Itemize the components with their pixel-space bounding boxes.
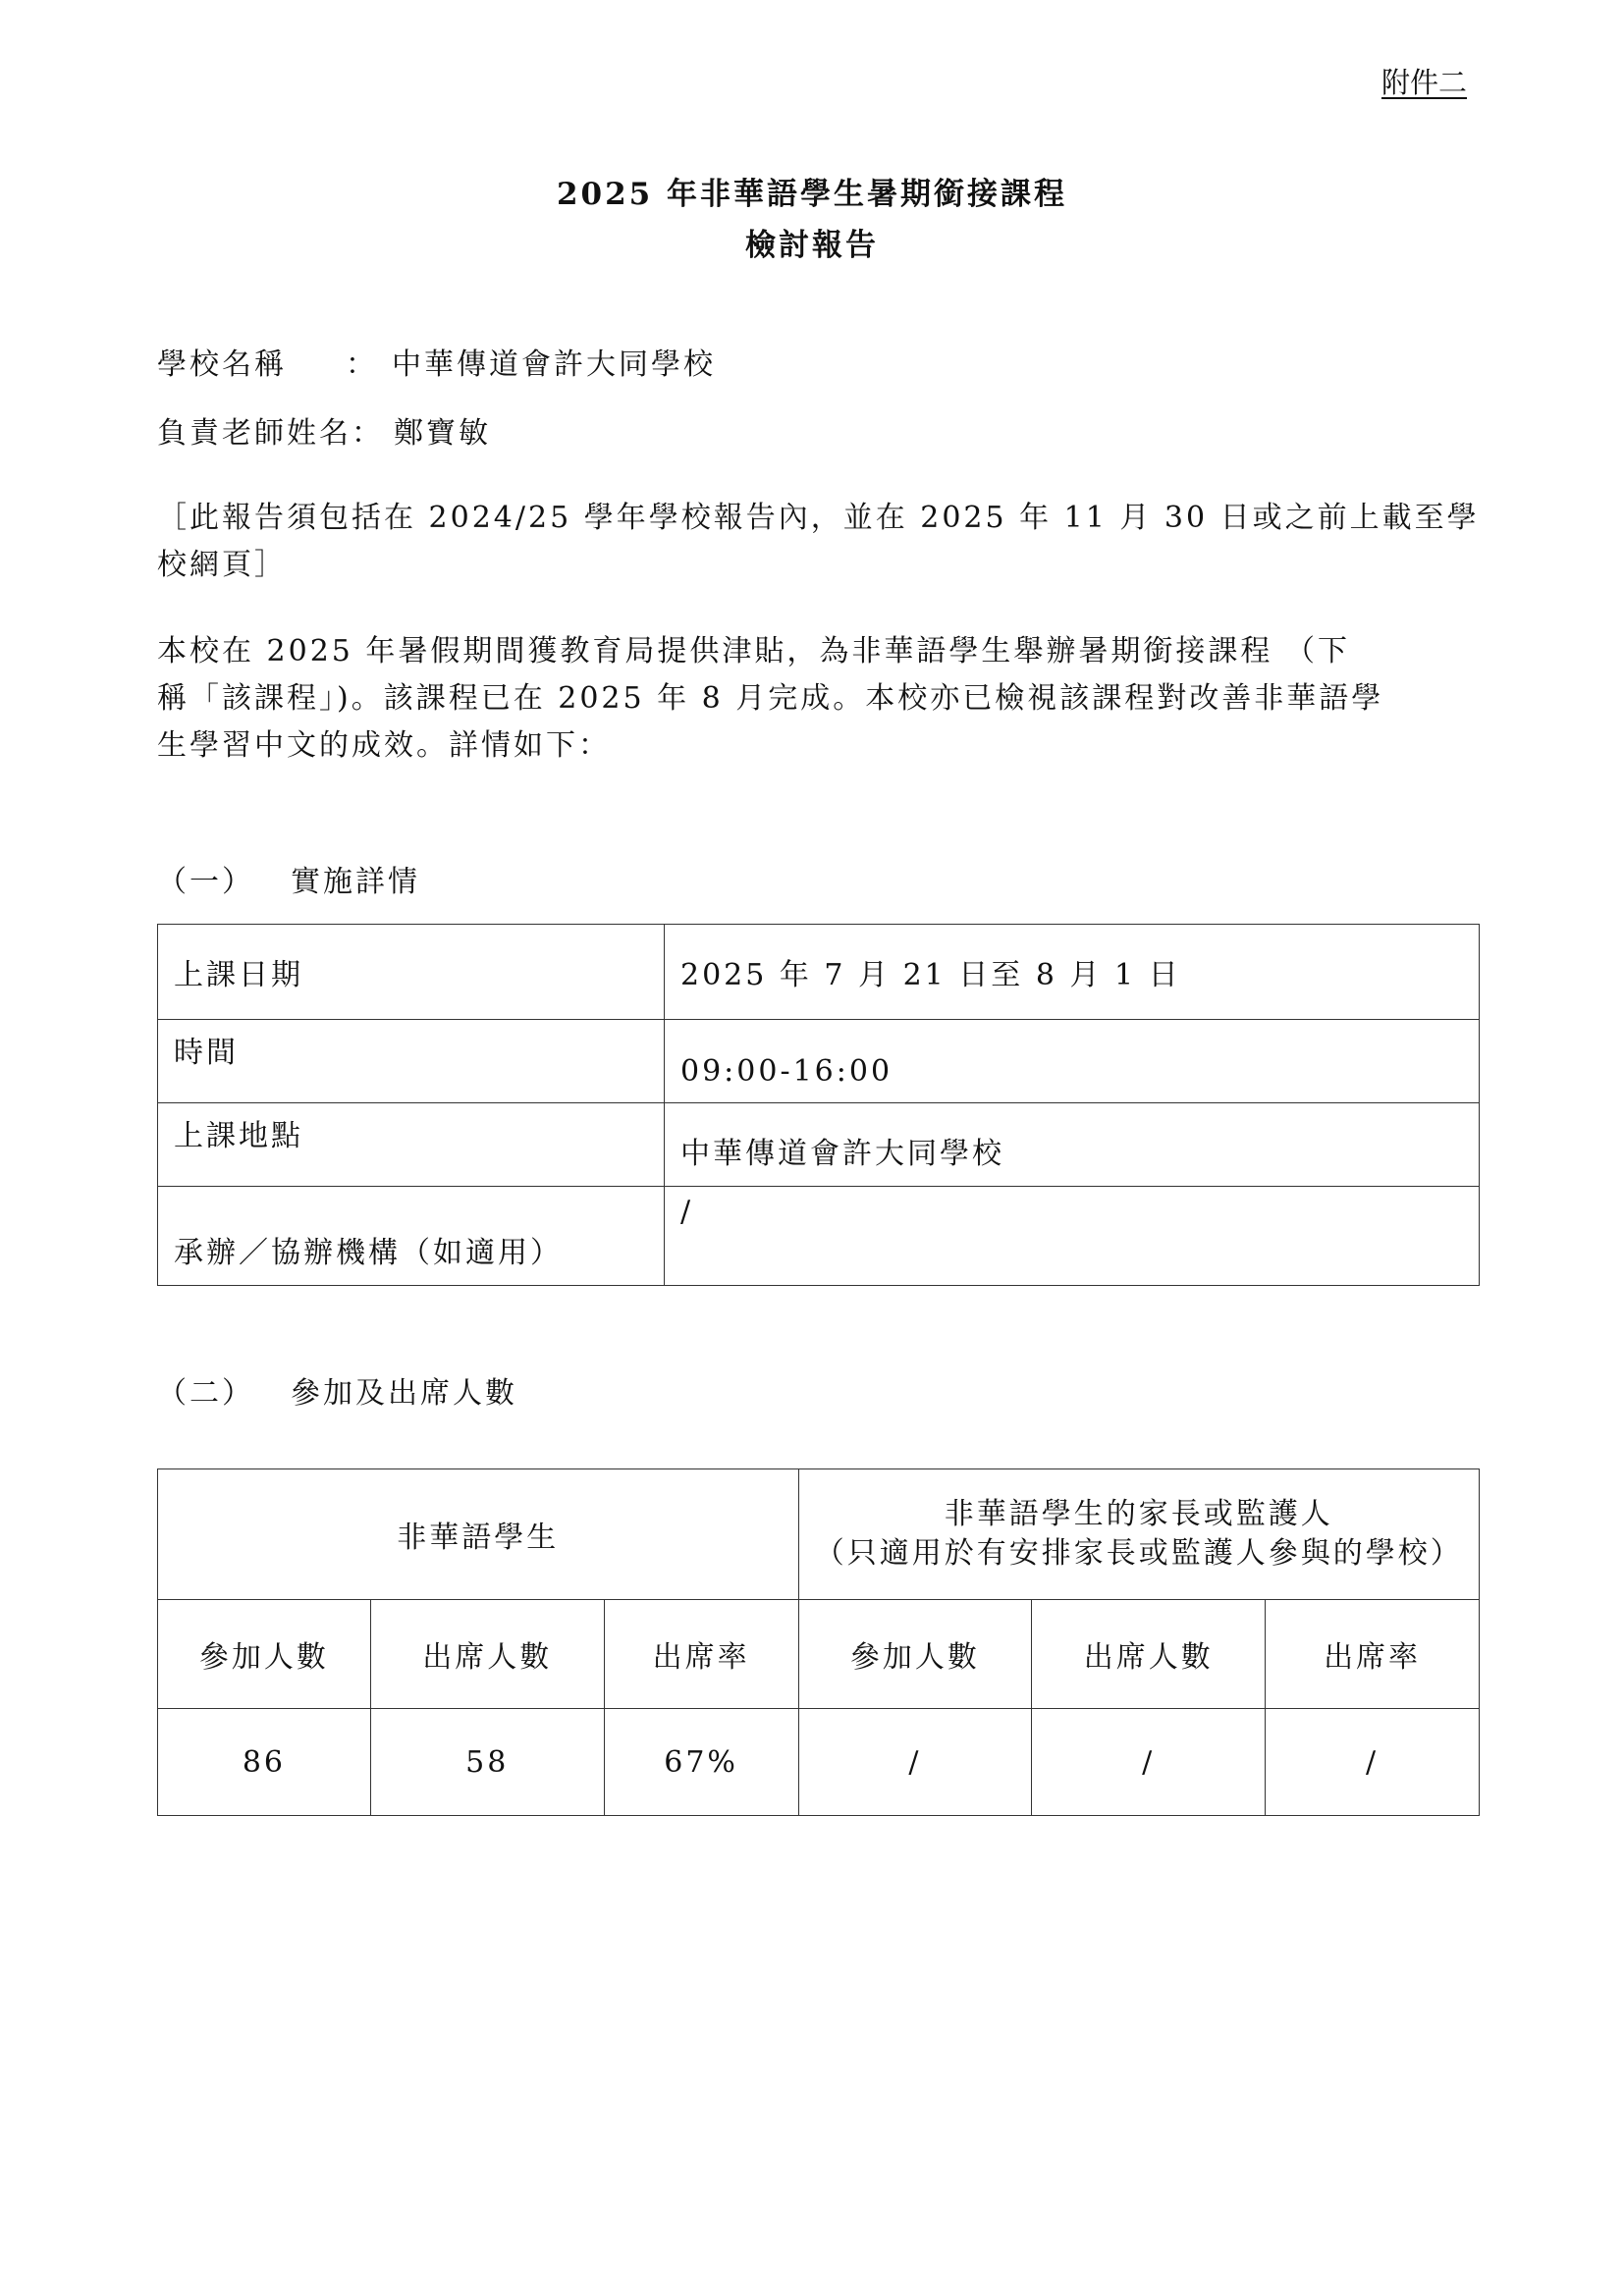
teacher-name-line <box>157 408 491 452</box>
impl-value-time: 09:00-16:00 <box>665 1020 1480 1103</box>
parent-rate-value: / <box>1266 1709 1480 1816</box>
teacher-name-value: 鄭寶敏 <box>394 416 491 451</box>
document-title: 2025 年非華語學生暑期銜接課程 <box>556 177 1068 212</box>
impl-value-date: 2025 年 7 月 21 日至 8 月 1 日 <box>665 925 1480 1020</box>
col-header-parent-attended: 出席人數 <box>1032 1600 1266 1709</box>
school-name-value: 中華傳道會許大同學校 <box>392 347 716 382</box>
section-2-heading <box>157 1368 517 1412</box>
student-rate-value: 67% <box>604 1709 798 1816</box>
intro-paragraph <box>157 628 1483 770</box>
table-row <box>158 1469 1480 1600</box>
upload-note-line-2: 校網頁］ <box>157 548 287 582</box>
impl-key-date: 上課日期 <box>158 925 665 1020</box>
section-1-title: 實施詳情 <box>291 865 420 899</box>
section-2-title: 參加及出席人數 <box>291 1376 517 1411</box>
section-1-heading <box>157 857 420 900</box>
impl-key-venue: 上課地點 <box>158 1103 665 1187</box>
impl-value-organizer: / <box>665 1187 1480 1286</box>
school-name-label: 學校名稱 <box>157 347 287 382</box>
col-header-student-attended: 出席人數 <box>370 1600 604 1709</box>
annex-label: 附件二 <box>1380 66 1467 99</box>
table-row <box>158 1600 1480 1709</box>
school-name-separator: ： <box>346 347 378 382</box>
parents-header-line-1: 非華語學生的家長或監護人 <box>944 1497 1333 1531</box>
table-row <box>158 1187 1480 1286</box>
intro-line-1: 本校在 2025 年暑假期間獲教育局提供津貼，為非華語學生舉辦暑期銜接課程 （下 <box>157 634 1350 668</box>
student-attended-value: 58 <box>370 1709 604 1816</box>
section-1-number: （一） <box>157 865 254 899</box>
upload-note-line-1: ［此報告須包括在 2024/25 學年學校報告內，並在 2025 年 11 月 30 日或之前上載至學 <box>157 501 1480 535</box>
student-enrolled-value: 86 <box>158 1709 371 1816</box>
col-header-parent-enrolled: 參加人數 <box>798 1600 1032 1709</box>
students-group-header: 非華語學生 <box>158 1469 799 1600</box>
col-header-parent-rate: 出席率 <box>1266 1600 1480 1709</box>
table-row <box>158 1020 1480 1103</box>
teacher-name-label: 負責老師姓名： <box>157 416 384 451</box>
impl-key-time: 時間 <box>158 1020 665 1103</box>
section-2-number: （二） <box>157 1376 254 1411</box>
upload-note <box>157 495 1483 589</box>
impl-key-organizer: 承辦／協辦機構（如適用） <box>158 1187 665 1286</box>
attendance-table <box>157 1468 1480 1816</box>
col-header-student-rate: 出席率 <box>604 1600 798 1709</box>
parents-header-line-2: （只適用於有安排家長或監護人參與的學校） <box>814 1536 1463 1571</box>
implementation-table <box>157 924 1480 1286</box>
table-row <box>158 1709 1480 1816</box>
table-row <box>158 925 1480 1020</box>
document-subtitle: 檢討報告 <box>745 228 879 263</box>
table-row <box>158 1103 1480 1187</box>
col-header-student-enrolled: 參加人數 <box>158 1600 371 1709</box>
school-name-line <box>157 340 716 383</box>
impl-value-venue: 中華傳道會許大同學校 <box>665 1103 1480 1187</box>
parent-attended-value: / <box>1032 1709 1266 1816</box>
intro-line-2: 稱「該課程」)。該課程已在 2025 年 8 月完成。本校亦已檢視該課程對改善非華語學 <box>157 681 1384 716</box>
intro-line-3: 生學習中文的成效。詳情如下： <box>157 728 611 763</box>
parent-enrolled-value: / <box>798 1709 1032 1816</box>
parents-group-header <box>798 1469 1479 1600</box>
